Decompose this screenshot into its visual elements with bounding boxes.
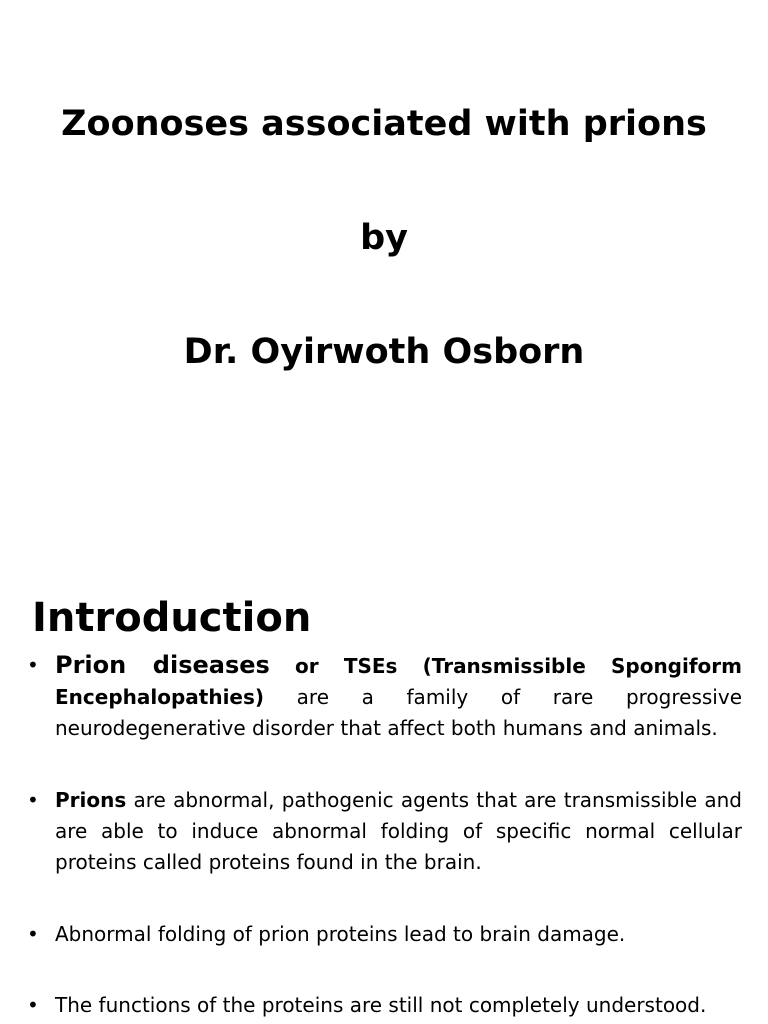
- list-item: [27, 785, 742, 878]
- slide-title: Zoonoses associated with prions: [61, 104, 707, 144]
- bullet-term: Prions: [55, 788, 127, 812]
- bullet-text: are abnormal, pathogenic agents that are transmissible and are able to induce abnormal folding of specific normal cellular proteins called proteins found in the brain.: [55, 788, 742, 874]
- bullet-icon: •: [27, 788, 39, 812]
- bullet-connector: or: [269, 654, 344, 678]
- bullet-text: Abnormal folding of prion proteins lead to brain damage.: [55, 922, 626, 946]
- title-block: [0, 96, 768, 380]
- bullet-icon: •: [27, 922, 39, 946]
- bullet-text: are a family of rare progressive neurodegenerative disorder that affect both humans and animals.: [55, 685, 742, 740]
- bullet-abbreviation: TSEs (Transmissible Spongiform Encephalopathies): [55, 654, 743, 709]
- bullet-text: The functions of the proteins are still not completely understood.: [55, 993, 707, 1017]
- title-by: by: [360, 218, 408, 258]
- bullet-icon: •: [27, 653, 39, 677]
- section-heading: Introduction: [32, 595, 312, 641]
- author-name: Dr. Oyirwoth Osborn: [183, 332, 585, 372]
- list-item: [27, 990, 742, 1021]
- list-item: [27, 919, 742, 950]
- list-item: [27, 650, 742, 744]
- bullet-term: Prion diseases: [55, 651, 270, 679]
- bullet-icon: •: [27, 993, 39, 1017]
- bullet-list: [27, 650, 742, 1021]
